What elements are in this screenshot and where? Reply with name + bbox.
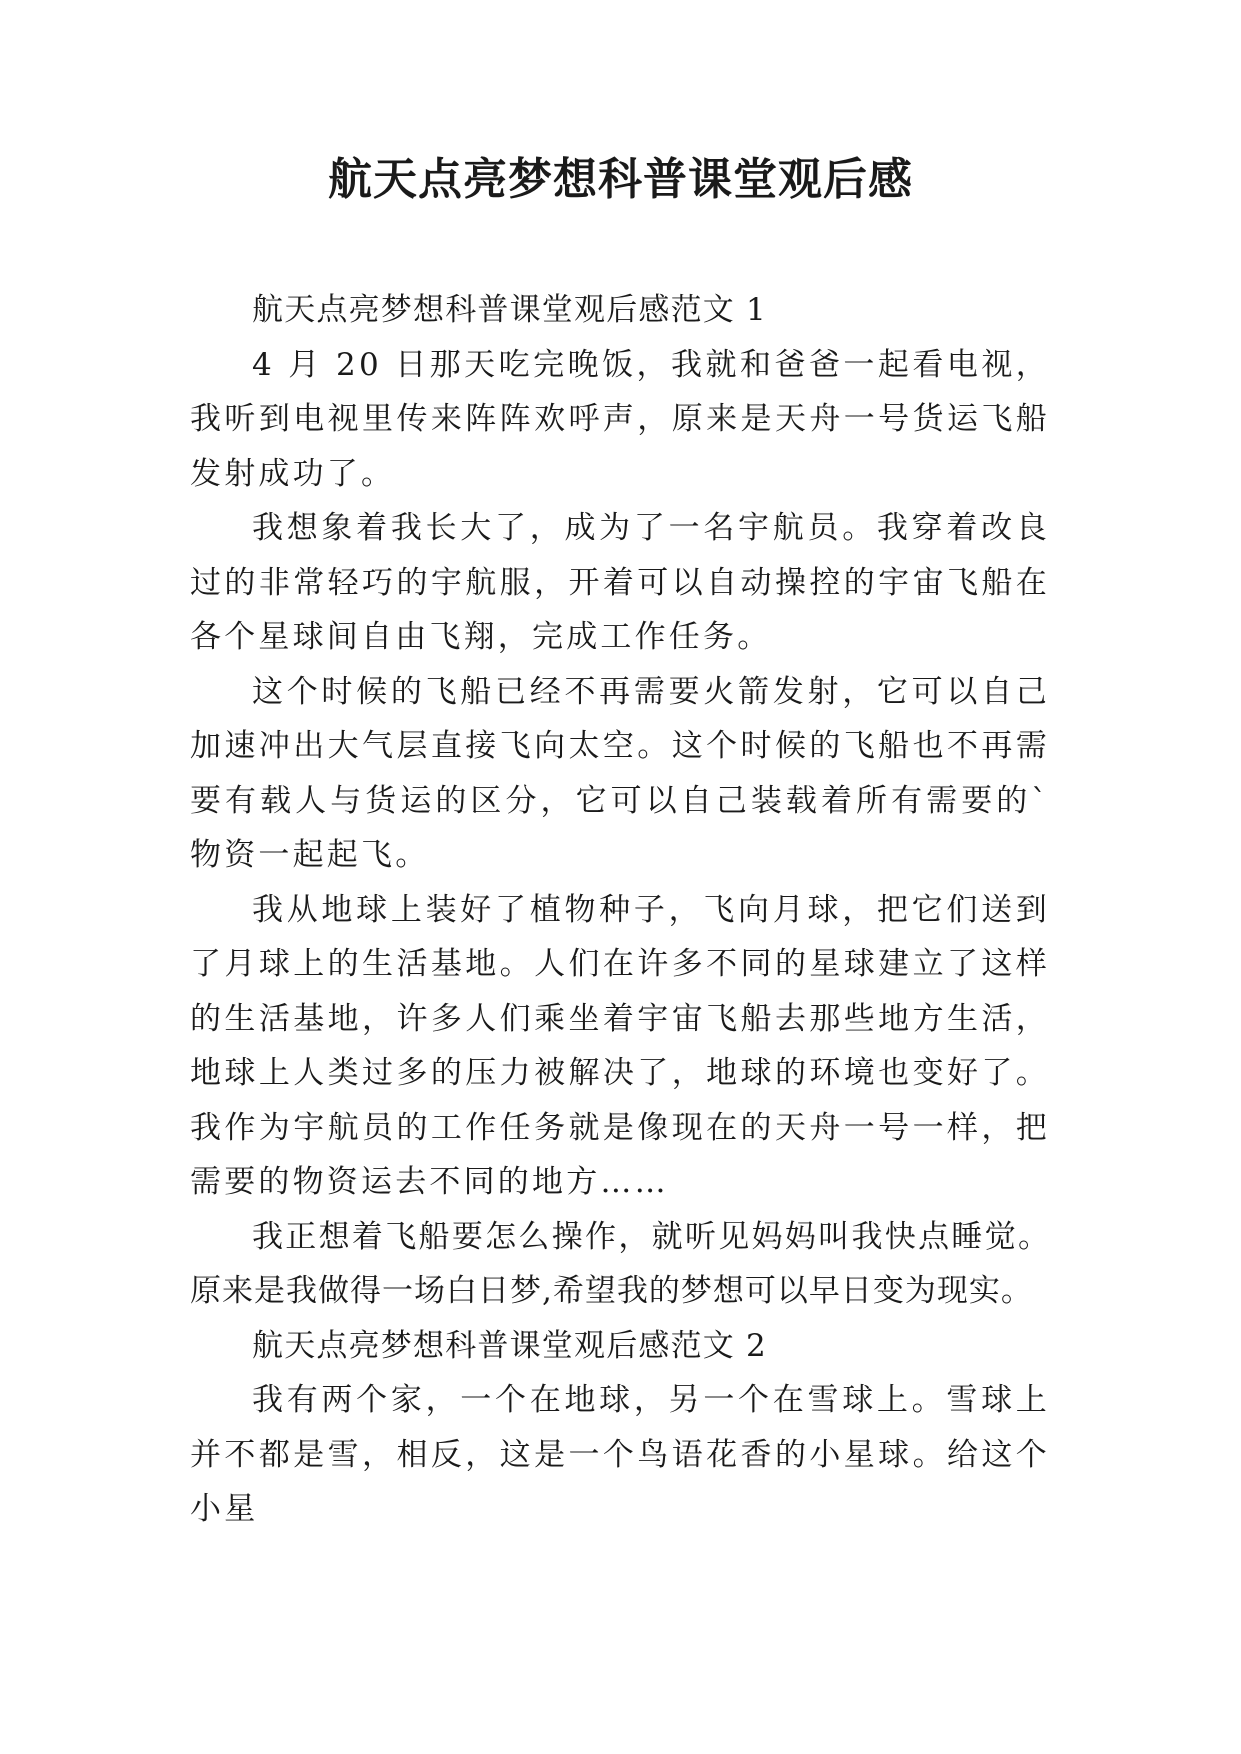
section-heading-2: 航天点亮梦想科普课堂观后感范文 2 <box>252 1327 767 1364</box>
section-heading-1: 航天点亮梦想科普课堂观后感范文 1 <box>252 292 767 328</box>
paragraph: 我想象着我长大了，成为了一名宇航员。我穿着改良过的非常轻巧的宇航服，开着可以自动操控的宇宙飞船在各个星球间自由飞翔，完成工作任务。 <box>190 510 1050 655</box>
paragraph: 这个时候的飞船已经不再需要火箭发射，它可以自己加速冲出大气层直接飞向太空。这个时候的飞船也不再需要有载人与货运的区分，它可以自己装载着所有需要的`物资一起起飞。 <box>190 673 1050 873</box>
document-title: 航天点亮梦想科普课堂观后感 <box>328 154 913 205</box>
paragraph: 4 月 20 日那天吃完晚饭，我就和爸爸一起看电视，我听到电视里传来阵阵欢呼声，原来是天舟一号货运飞船发射成功了。 <box>190 346 1050 492</box>
document-body <box>190 283 1050 1537</box>
paragraph: 我正想着飞船要怎么操作，就听见妈妈叫我快点睡觉。原来是我做得一场白日梦,希望我的梦想可以早日变为现实。 <box>190 1218 1050 1309</box>
paragraph: 我从地球上装好了植物种子，飞向月球，把它们送到了月球上的生活基地。人们在许多不同的星球建立了这样的生活基地，许多人们乘坐着宇宙飞船去那些地方生活，地球上人类过多的压力被解决了，地球的环境也变好了。我作为宇航员的工作任务就是像现在的天舟一号一样，把需要的物资运去不同的地方…… <box>190 891 1050 1200</box>
paragraph: 我有两个家，一个在地球，另一个在雪球上。雪球上并不都是雪，相反，这是一个鸟语花香的小星球。给这个小星 <box>190 1382 1050 1527</box>
